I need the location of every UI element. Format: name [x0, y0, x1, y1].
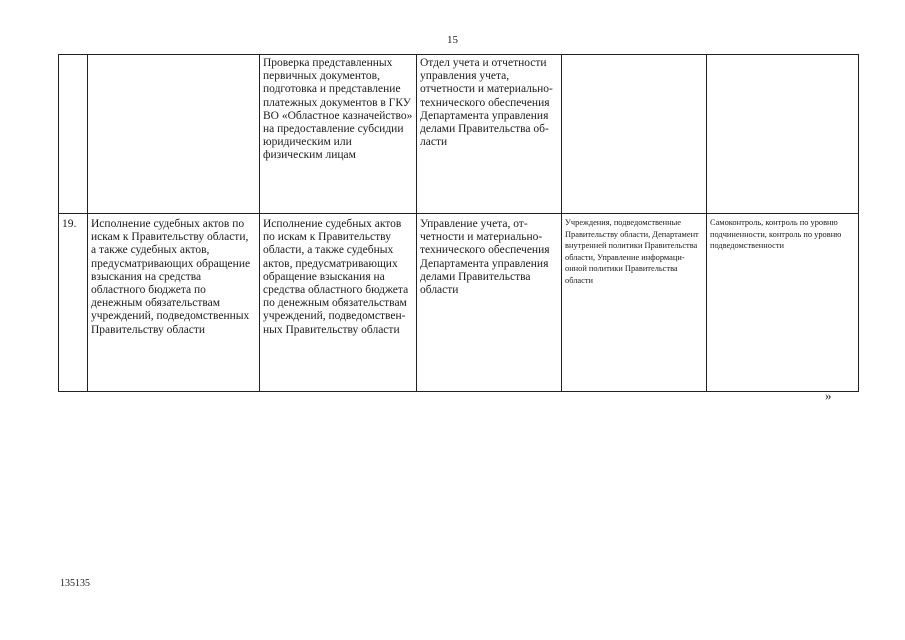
- table-row: [59, 214, 859, 392]
- operation-description-cell: Исполнение судебных актов по искам к Правительству области, а также судебных актов, предусматривающих обращение взыскания на средства областного бюджета по денежным обязательствам учреждений, подведомственных Правительству области: [88, 214, 260, 392]
- responsible-unit-cell: Управление учета, отчетности и материально-технического обеспечения Департамента управления делами Правительства области: [417, 214, 562, 392]
- row-number-cell: 19.: [59, 214, 88, 392]
- control-procedure-cell: Проверка представленных первичных документов, подготовка и представление платежных документов в ГКУ ВО «Областное казначейство» на предоставление субсидии юридическим или физическим лицам: [260, 55, 417, 214]
- controlled-entities-cell: Учреждения, подведомственные Правительству области, Департамент внутренней политики Правительства области, Управление информационной политики Правительства области: [562, 214, 707, 392]
- responsible-unit-cell: Отдел учета и отчетности управления учета, отчетности и материально-технического обеспечения Департамента управления делами Правительства области: [417, 55, 562, 214]
- page-number: 15: [447, 34, 458, 46]
- table-row: [59, 55, 859, 214]
- control-form-cell: [707, 55, 859, 214]
- closing-quote: »: [825, 388, 832, 403]
- operation-description-cell: [88, 55, 260, 214]
- document-code: 135135: [60, 578, 90, 589]
- control-procedure-cell: Исполнение судебных актов по искам к Правительству области, а также судебных актов, предусматривающих обращение взыскания на средства областного бюджета по денежным обязательствам учреждений, подведомственных Правительству области: [260, 214, 417, 392]
- controlled-entities-cell: [562, 55, 707, 214]
- control-form-cell: Самоконтроль, контроль по уровню подчиненности, контроль по уровню подведомственности: [707, 214, 859, 392]
- control-table: [58, 54, 859, 392]
- row-number-cell: [59, 55, 88, 214]
